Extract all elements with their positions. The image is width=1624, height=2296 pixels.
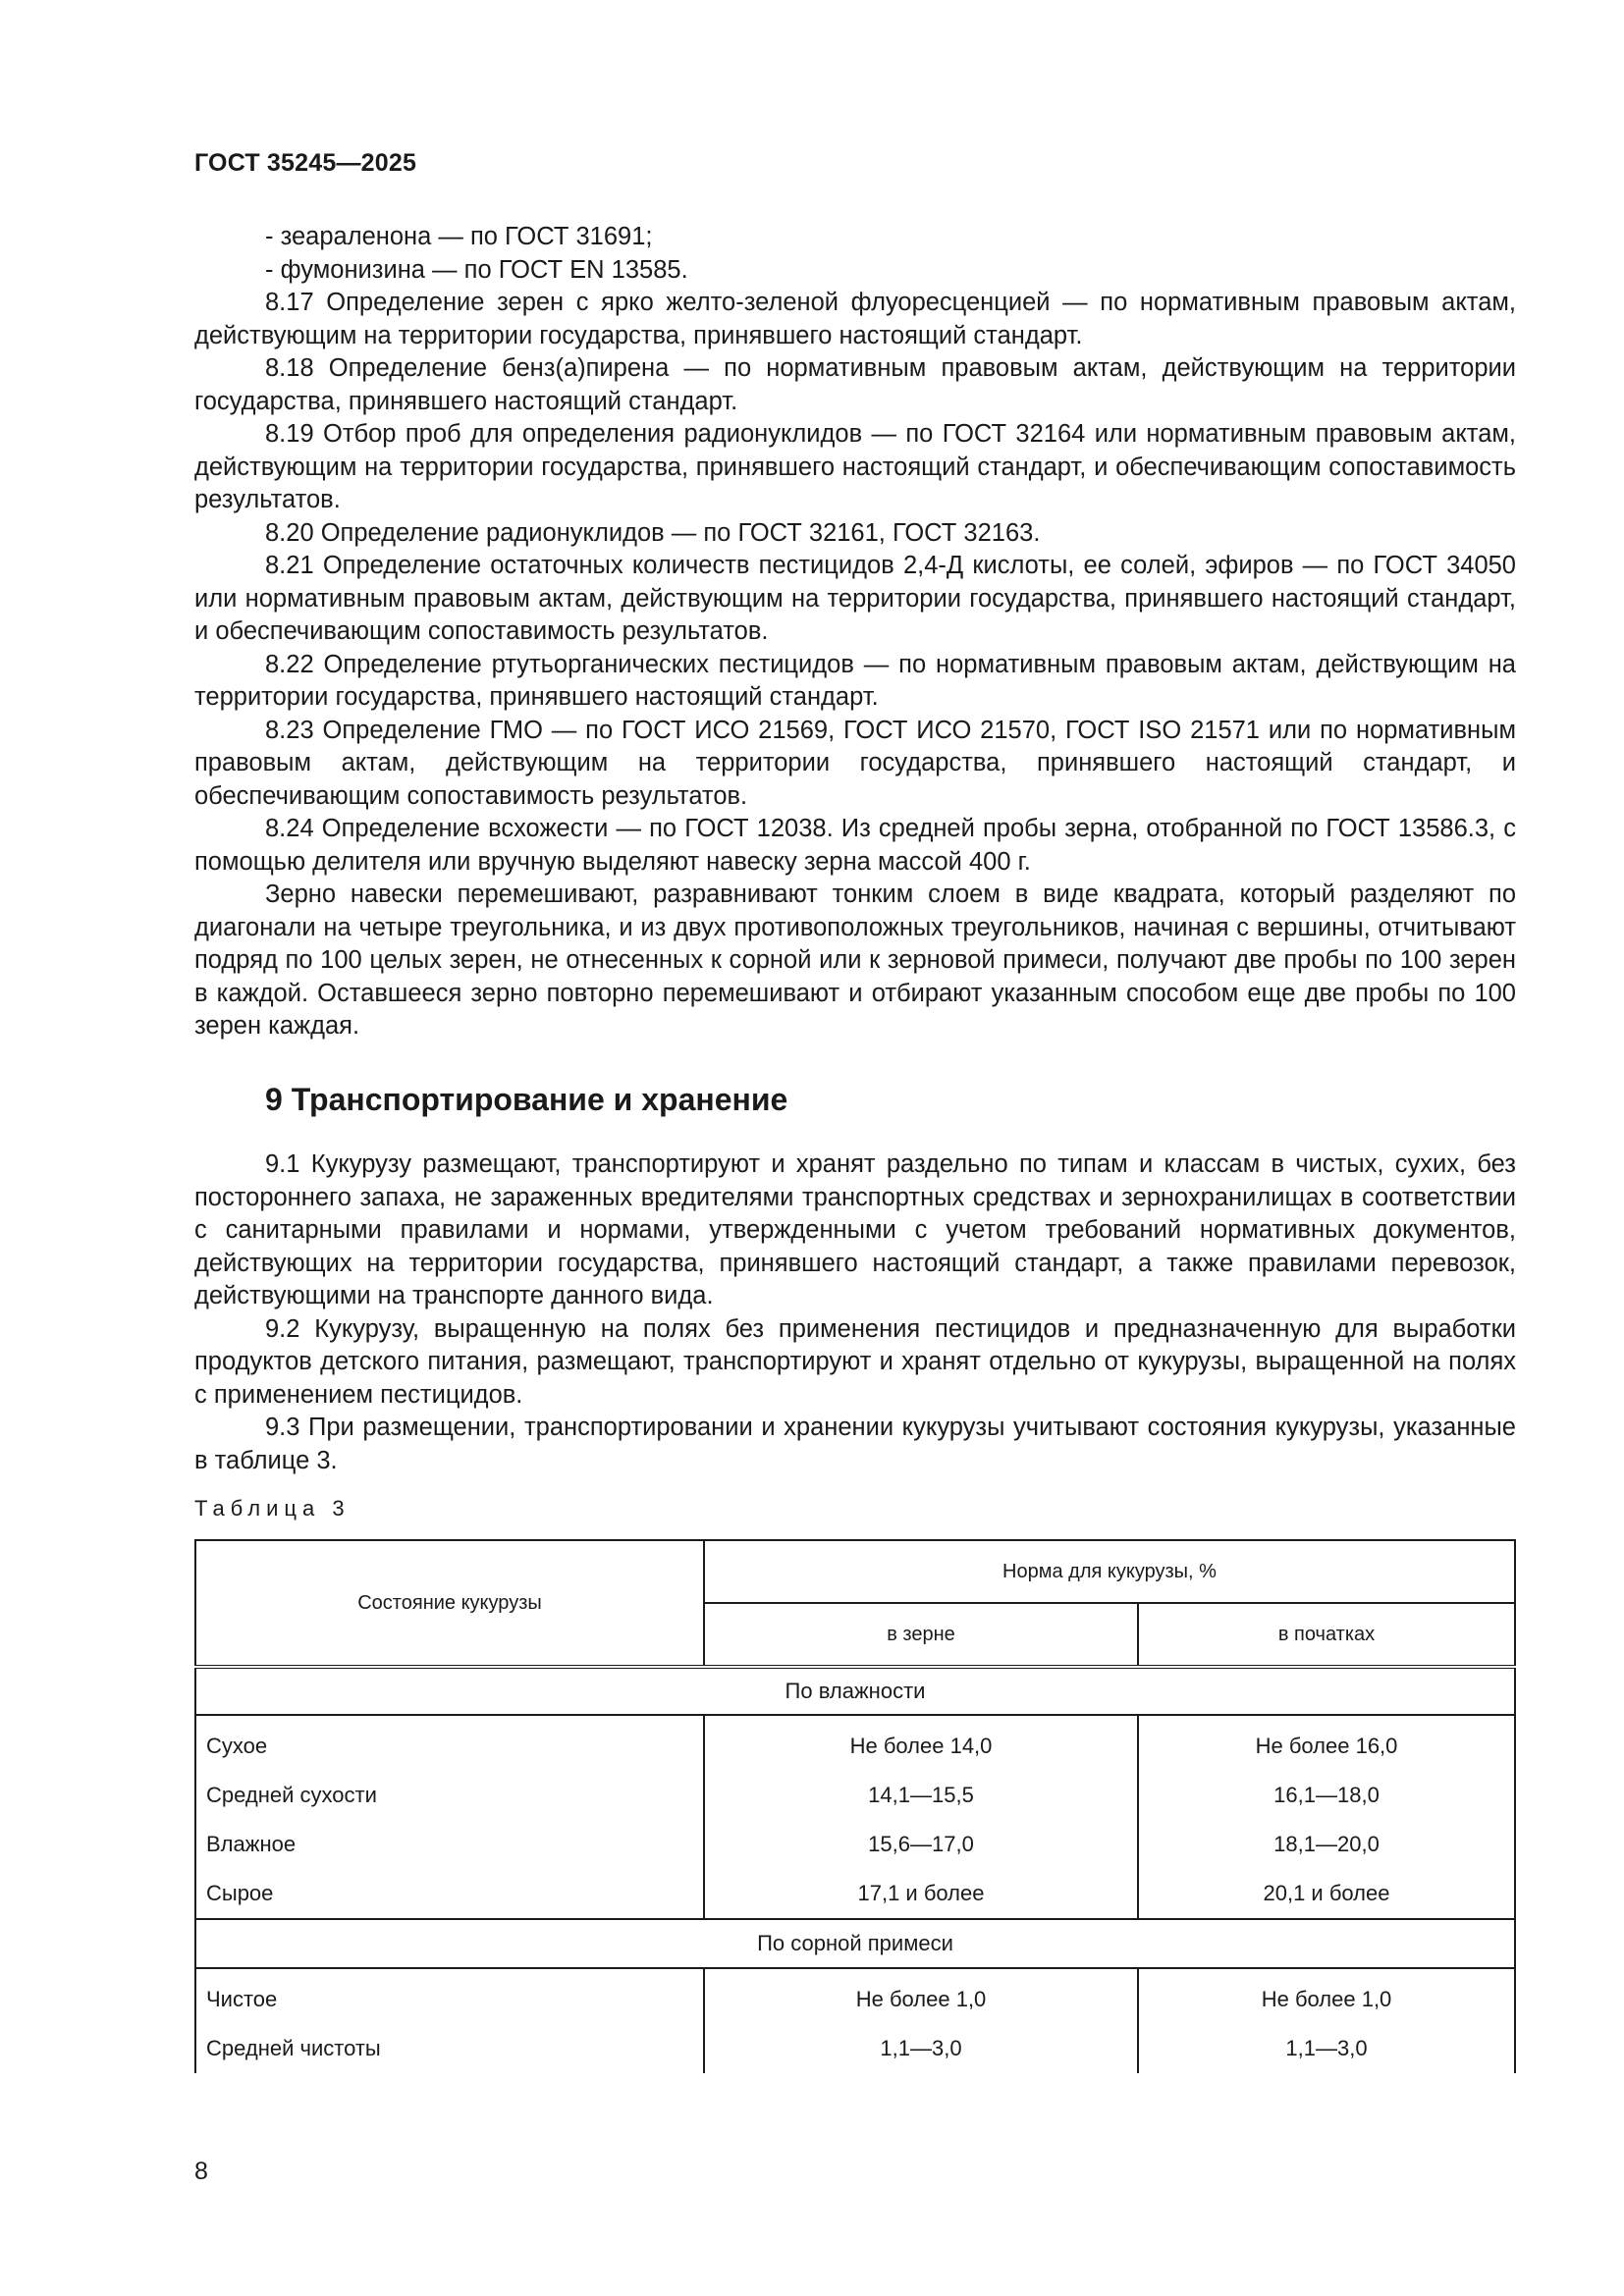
table-header-norm: Норма для кукурузы, % [704,1540,1515,1603]
body-text-section9 [194,1148,1516,1477]
table-row [195,1771,1515,1820]
table-header-cob: в початках [1138,1603,1515,1667]
table-header-state: Состояние кукурузы [195,1540,704,1667]
table-row [195,1869,1515,1919]
body-text-top [194,221,1516,1043]
paragraph: - фумонизина — по ГОСТ EN 13585. [265,255,688,284]
paragraph: 8.23 Определение ГМО — по ГОСТ ИСО 21569, ГОСТ ИСО 21570, ГОСТ ISO 21571 или по нормативным правовым актам, действующим на территории государства, принявшего настоящий стандарт, и обеспечивающим сопоставимость результатов. [194,716,1516,810]
table-cell-grain: Не более 1,0 [704,1968,1138,2024]
table-cell-state: Средней сухости [195,1771,704,1820]
section-title: 9 Транспортирование и хранение [265,1082,788,1117]
table-3 [194,1539,1516,2073]
table-cell-state: Сухое [195,1715,704,1771]
paragraph: 8.22 Определение ртутьорганических пестицидов — по нормативным правовым актам, действующим на территории государства, принявшего настоящий стандарт. [194,650,1516,711]
paragraph: 8.20 Определение радионуклидов — по ГОСТ 32161, ГОСТ 32163. [265,518,1041,547]
paragraph: 8.18 Определение бенз(а)пирена — по нормативным правовым актам, действующим на территории государства, принявшего настоящий стандарт. [194,354,1516,415]
table-cell-grain: 17,1 и более [704,1869,1138,1919]
table-cell-cob: 18,1—20,0 [1138,1820,1515,1869]
table-row [195,1715,1515,1771]
table-cell-cob: 16,1—18,0 [1138,1771,1515,1820]
table-cell-state: Сырое [195,1869,704,1919]
paragraph: 9.2 Кукурузу, выращенную на полях без применения пестицидов и предназначенную для выработки продуктов детского питания, размещают, транспортируют и хранят отдельно от кукурузы, выращенной на полях с применением пестицидов. [194,1314,1516,1409]
table-header-grain: в зерне [704,1603,1138,1667]
page-number: 8 [194,2158,208,2185]
paragraph: - зеараленона — по ГОСТ 31691; [265,223,653,250]
table-cell-cob: Не более 16,0 [1138,1715,1515,1771]
table-cell-cob: Не более 1,0 [1138,1968,1515,2024]
table-cell-cob: 20,1 и более [1138,1869,1515,1919]
paragraph: 8.17 Определение зерен с ярко желто-зеленой флуоресценцией — по нормативным правовым актам, действующим на территории государства, принявшего настоящий стандарт. [194,289,1516,349]
paragraph: 9.3 При размещении, транспортировании и хранении кукурузы учитывают состояния кукурузы, указанные в таблице 3. [194,1414,1516,1474]
paragraph: 8.19 Отбор проб для определения радионуклидов — по ГОСТ 32164 или нормативным правовым актам, действующим на территории государства, принявшего настоящий стандарт, и обеспечивающим сопоставимость результатов. [194,420,1516,513]
table-cell-grain: 1,1—3,0 [704,2024,1138,2073]
table-cell-state: Средней чистоты [195,2024,704,2073]
table-group-moisture: По влажности [195,1667,1515,1715]
paragraph: 8.24 Определение всхожести — по ГОСТ 12038. Из средней пробы зерна, отобранной по ГОСТ 13586.3, с помощью делителя или вручную выделяют навеску зерна массой 400 г. [194,815,1516,876]
table-caption: Таблица 3 [194,1496,351,1521]
document-header-code: ГОСТ 35245—2025 [194,149,417,177]
table-group-weed: По сорной примеси [195,1919,1515,1968]
paragraph: 9.1 Кукурузу размещают, транспортируют и хранят раздельно по типам и классам в чистых, сухих, без постороннего запаха, не зараженных вредителями транспортных средствах и зернохранилищах в соответствии с санитарными правилами и нормами, утвержденными с учетом требований нормативных документов, действующих на территории государства, принявшего настоящий стандарт, а также правилами перевозок, действующими на транспорте данного вида. [194,1150,1516,1309]
table-cell-cob: 1,1—3,0 [1138,2024,1515,2073]
paragraph: Зерно навески перемешивают, разравнивают тонким слоем в виде квадрата, который разделяют по диагонали на четыре треугольника, и из двух противоположных треугольников, начиная с вершины, отчитывают подряд по 100 целых зерен, не отнесенных к сорной или к зерновой примеси, получают две пробы по 100 зерен в каждой. Оставшееся зерно повторно перемешивают и отбирают указанным способом еще две пробы по 100 зерен каждая. [194,881,1516,1040]
paragraph: 8.21 Определение остаточных количеств пестицидов 2,4-Д кислоты, ее солей, эфиров — по ГОСТ 34050 или нормативным правовым актам, действующим на территории государства, принявшего настоящий стандарт, и обеспечивающим сопоставимость результатов. [194,552,1516,645]
table-cell-state: Чистое [195,1968,704,2024]
table-cell-grain: 15,6—17,0 [704,1820,1138,1869]
table-cell-grain: 14,1—15,5 [704,1771,1138,1820]
table-cell-state: Влажное [195,1820,704,1869]
table-row [195,1820,1515,1869]
table-cell-grain: Не более 14,0 [704,1715,1138,1771]
table-row [195,1968,1515,2024]
table-row [195,2024,1515,2073]
